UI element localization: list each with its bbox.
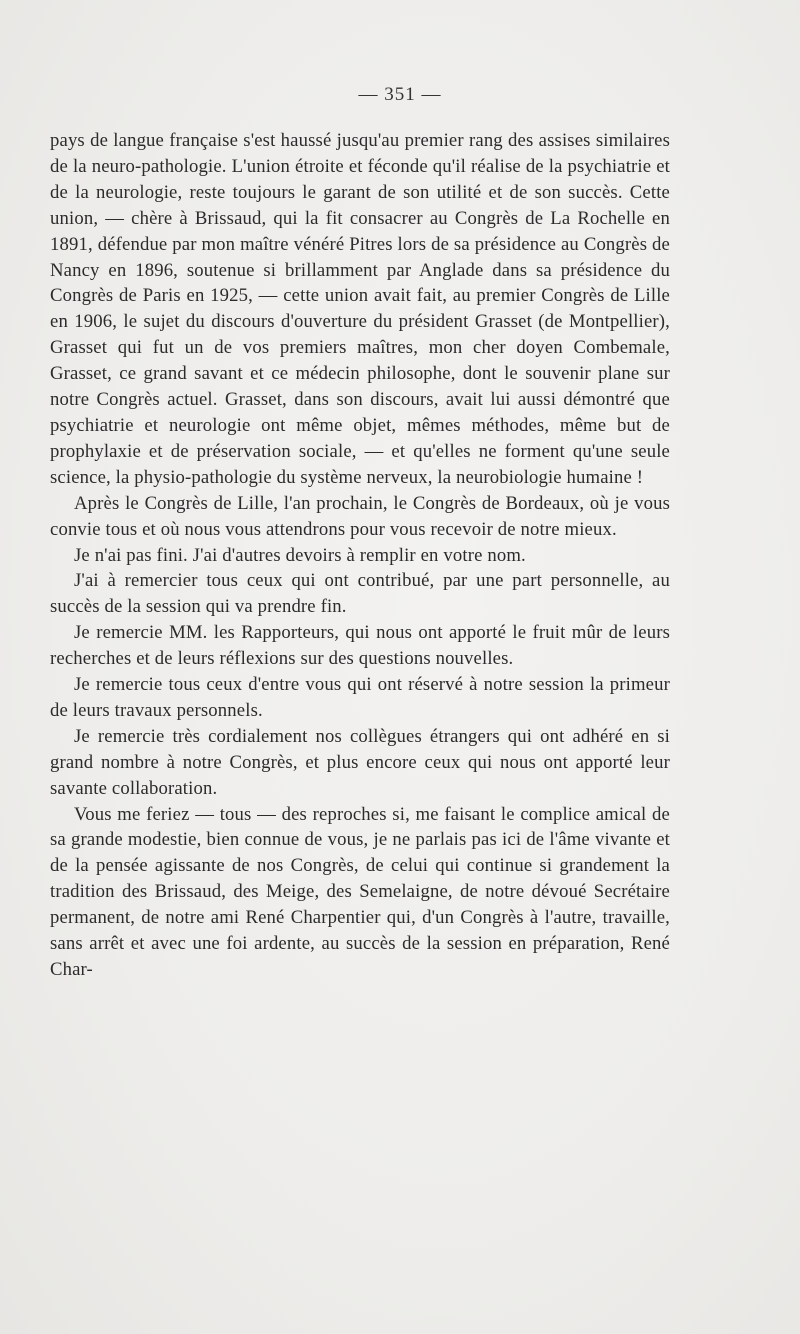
paragraph-5: Je remercie MM. les Rapporteurs, qui nous ont apporté le fruit mûr de leurs recherches et de leurs réflexions sur des questions nouvelles.: [50, 622, 670, 670]
paragraph-6: Je remercie tous ceux d'entre vous qui ont réservé à notre session la primeur de leurs travaux personnels.: [50, 674, 670, 721]
paragraph-4: J'ai à remercier tous ceux qui ont contribué, par une part personnelle, au succès de la session qui va prendre fin.: [50, 570, 670, 618]
paragraph-7: Je remercie très cordialement nos collègues étrangers qui ont adhéré en si grand nombre à notre Congrès, et plus encore ceux qui nous ont apporté leur savante collaboration.: [50, 725, 670, 799]
paragraph-1: pays de langue française s'est haussé jusqu'au premier rang des assises similaires de la neuro-pathologie. L'union étroite et féconde qu'il réalise de la psychiatrie et de la neurologie, reste toujours le garant de son utilité et de son succès. Cette union, — chère à Brissaud, qui la fit consacrer au Congrès de La Rochelle en 1891, défendue par mon maître vénéré Pitres lors de sa présidence au Congrès de Nancy en 1896, soutenue si brillamment par Anglade dans sa présidence du Congrès de Paris en 1925, — cette union avait fait, au premier Congrès de Lille en 1906, le sujet du discours d'ouverture du président Grasset (de Montpellier), Grasset qui fut un de vos premiers maîtres, mon cher doyen Combemale, Grasset, ce grand savant et ce médecin philosophe, dont le souvenir plane sur notre Congrès actuel. Grasset, dans son discours, avait lui aussi démontré que psychiatrie et neurologie ont même objet, mêmes méthodes, même but de prophylaxie et de préservation sociale, — et qu'elles ne forment qu'une seule science, la physio-pathologie du système nerveux, la neurobiologie humaine !: [50, 130, 670, 488]
page-number: — 351 —: [358, 84, 442, 105]
paragraph-3: Je n'ai pas fini. J'ai d'autres devoirs à remplir en votre nom.: [74, 544, 526, 566]
paragraph-8: Vous me feriez — tous — des reproches si, me faisant le complice amical de sa grande modestie, bien connue de vous, je ne parlais pas ici de l'âme vivante et de la pensée agissante de nos Congrès, de celui qui continue si grandement la tradition des Brissaud, des Meige, des Semelaigne, de notre dévoué Secrétaire permanent, de notre ami René Charpentier qui, d'un Congrès à l'autre, travaille, sans arrêt et avec une foi ardente, au succès de la session en préparation, René Char-: [50, 803, 670, 980]
paragraph-2: Après le Congrès de Lille, l'an prochain, le Congrès de Bordeaux, où je vous convie tous et où nous vous attendrons pour vous recevoir de notre mieux.: [50, 492, 670, 540]
body-text: [50, 128, 670, 983]
